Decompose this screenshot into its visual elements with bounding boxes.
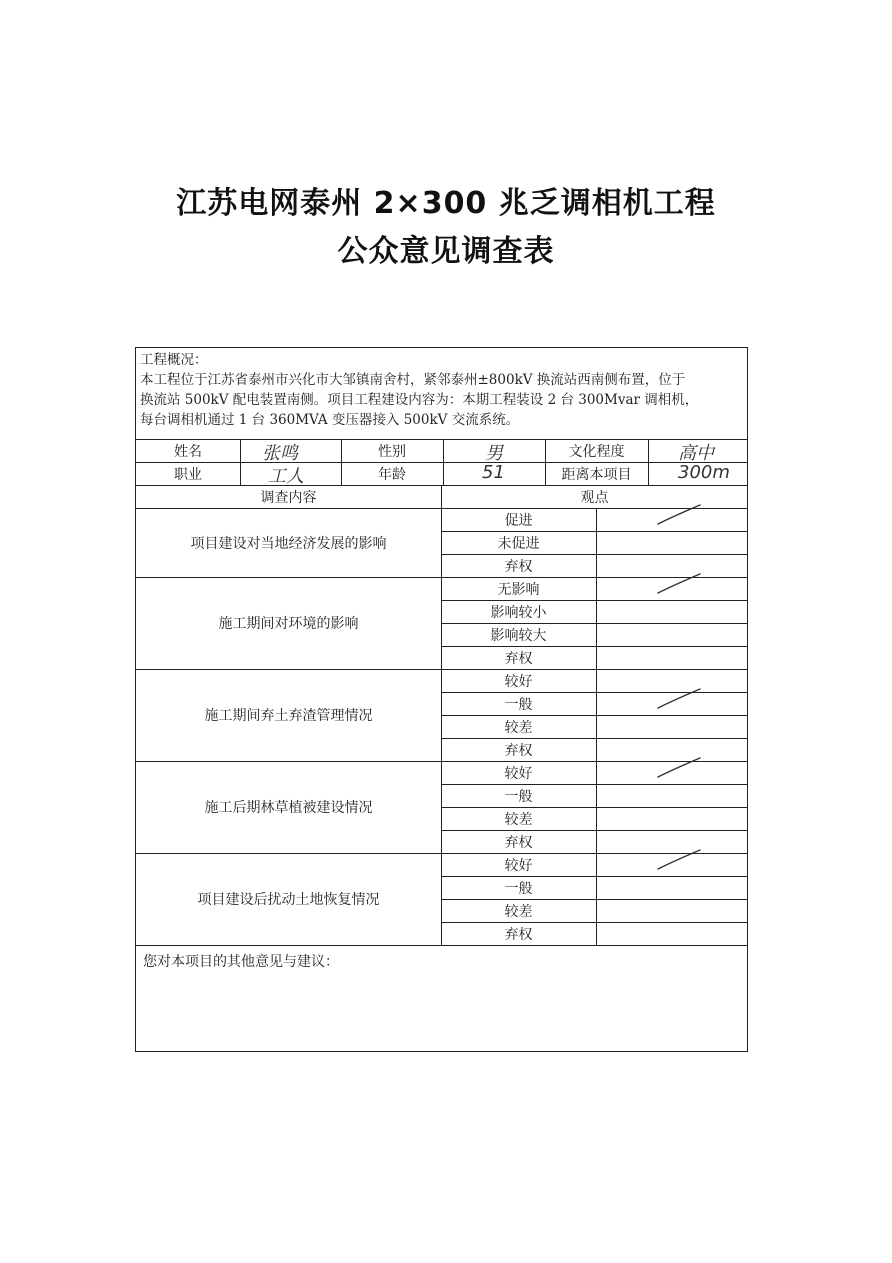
- survey-option: 未促进: [497, 535, 540, 552]
- survey-option: 弃权: [504, 834, 533, 851]
- survey-option: 一般: [504, 696, 533, 713]
- survey-answer-cell[interactable]: [597, 623, 747, 646]
- name-label: 姓名: [174, 444, 202, 460]
- form-subtitle: 公众意见调查表: [337, 234, 555, 269]
- survey-answer-cell[interactable]: [597, 922, 747, 945]
- remarks-label: 您对本项目的其他意见与建议：: [143, 954, 339, 970]
- name-value: 张鸣: [262, 443, 298, 464]
- overview-line: 每台调相机通过 1 台 360MVA 变压器接入 500kV 交流系统。: [140, 412, 520, 428]
- survey-answer-cell[interactable]: [597, 646, 747, 669]
- education-value: 高中: [678, 443, 714, 464]
- age-label: 年龄: [378, 467, 406, 483]
- survey-option: 弃权: [504, 926, 533, 943]
- survey-option: 较好: [504, 765, 533, 782]
- opinion-header: 观点: [580, 490, 609, 506]
- occupation-value: 工人: [268, 466, 304, 487]
- overview-label: 工程概况：: [140, 352, 208, 368]
- survey-option: 较差: [504, 811, 533, 828]
- survey-answer-cell[interactable]: [597, 899, 747, 922]
- project-overview: [140, 350, 745, 430]
- survey-option: 较好: [504, 857, 533, 874]
- survey-option: 无影响: [497, 581, 540, 598]
- survey-option: 较好: [504, 673, 533, 690]
- survey-option: 一般: [504, 880, 533, 897]
- table-rule: [240, 439, 241, 485]
- distance-value: 300m: [678, 462, 730, 483]
- content-header: 调查内容: [260, 490, 317, 506]
- survey-answer-cell[interactable]: [597, 876, 747, 899]
- survey-question: 项目建设后扰动土地恢复情况: [197, 892, 380, 908]
- survey-option: 较差: [504, 903, 533, 920]
- education-label: 文化程度: [568, 444, 625, 460]
- form-title: 江苏电网泰州 2×300 兆乏调相机工程: [176, 186, 716, 221]
- survey-option: 促进: [504, 512, 533, 529]
- distance-label: 距离本项目: [561, 467, 632, 483]
- survey-answer-cell[interactable]: [597, 715, 747, 738]
- gender-value: 男: [485, 443, 503, 464]
- survey-option: 较差: [504, 719, 533, 736]
- occupation-label: 职业: [174, 467, 202, 483]
- survey-question: 施工后期林草植被建设情况: [204, 800, 373, 816]
- gender-label: 性别: [378, 444, 406, 460]
- tick-mark-icon: [654, 502, 704, 528]
- overview-line: 换流站 500kV 配电装置南侧。项目工程建设内容为：本期工程装设 2 台 300Mvar 调相机，: [140, 392, 699, 408]
- survey-option: 一般: [504, 788, 533, 805]
- survey-answer-cell[interactable]: [597, 531, 747, 554]
- survey-answer-cell[interactable]: [597, 600, 747, 623]
- survey-question: 项目建设对当地经济发展的影响: [190, 535, 387, 552]
- tick-mark-icon: [654, 571, 704, 597]
- survey-option: 影响较大: [490, 627, 547, 644]
- survey-question: 施工期间对环境的影响: [218, 616, 359, 632]
- survey-answer-cell[interactable]: [597, 784, 747, 807]
- tick-mark-icon: [654, 686, 704, 712]
- survey-option: 弃权: [504, 650, 533, 667]
- tick-mark-icon: [654, 847, 704, 873]
- survey-option: 影响较小: [490, 604, 547, 621]
- table-rule: [136, 945, 748, 946]
- survey-answer-cell[interactable]: [597, 807, 747, 830]
- age-value: 51: [482, 462, 505, 483]
- survey-question: 施工期间弃土弃渣管理情况: [204, 708, 373, 724]
- survey-option: 弃权: [504, 558, 533, 575]
- overview-line: 本工程位于江苏省泰州市兴化市大邹镇南舍村，紧邻泰州±800kV 换流站西南侧布置，位于: [140, 372, 686, 388]
- table-rule: [648, 439, 649, 485]
- tick-mark-icon: [654, 755, 704, 781]
- survey-option: 弃权: [504, 742, 533, 759]
- table-rule: [443, 439, 444, 485]
